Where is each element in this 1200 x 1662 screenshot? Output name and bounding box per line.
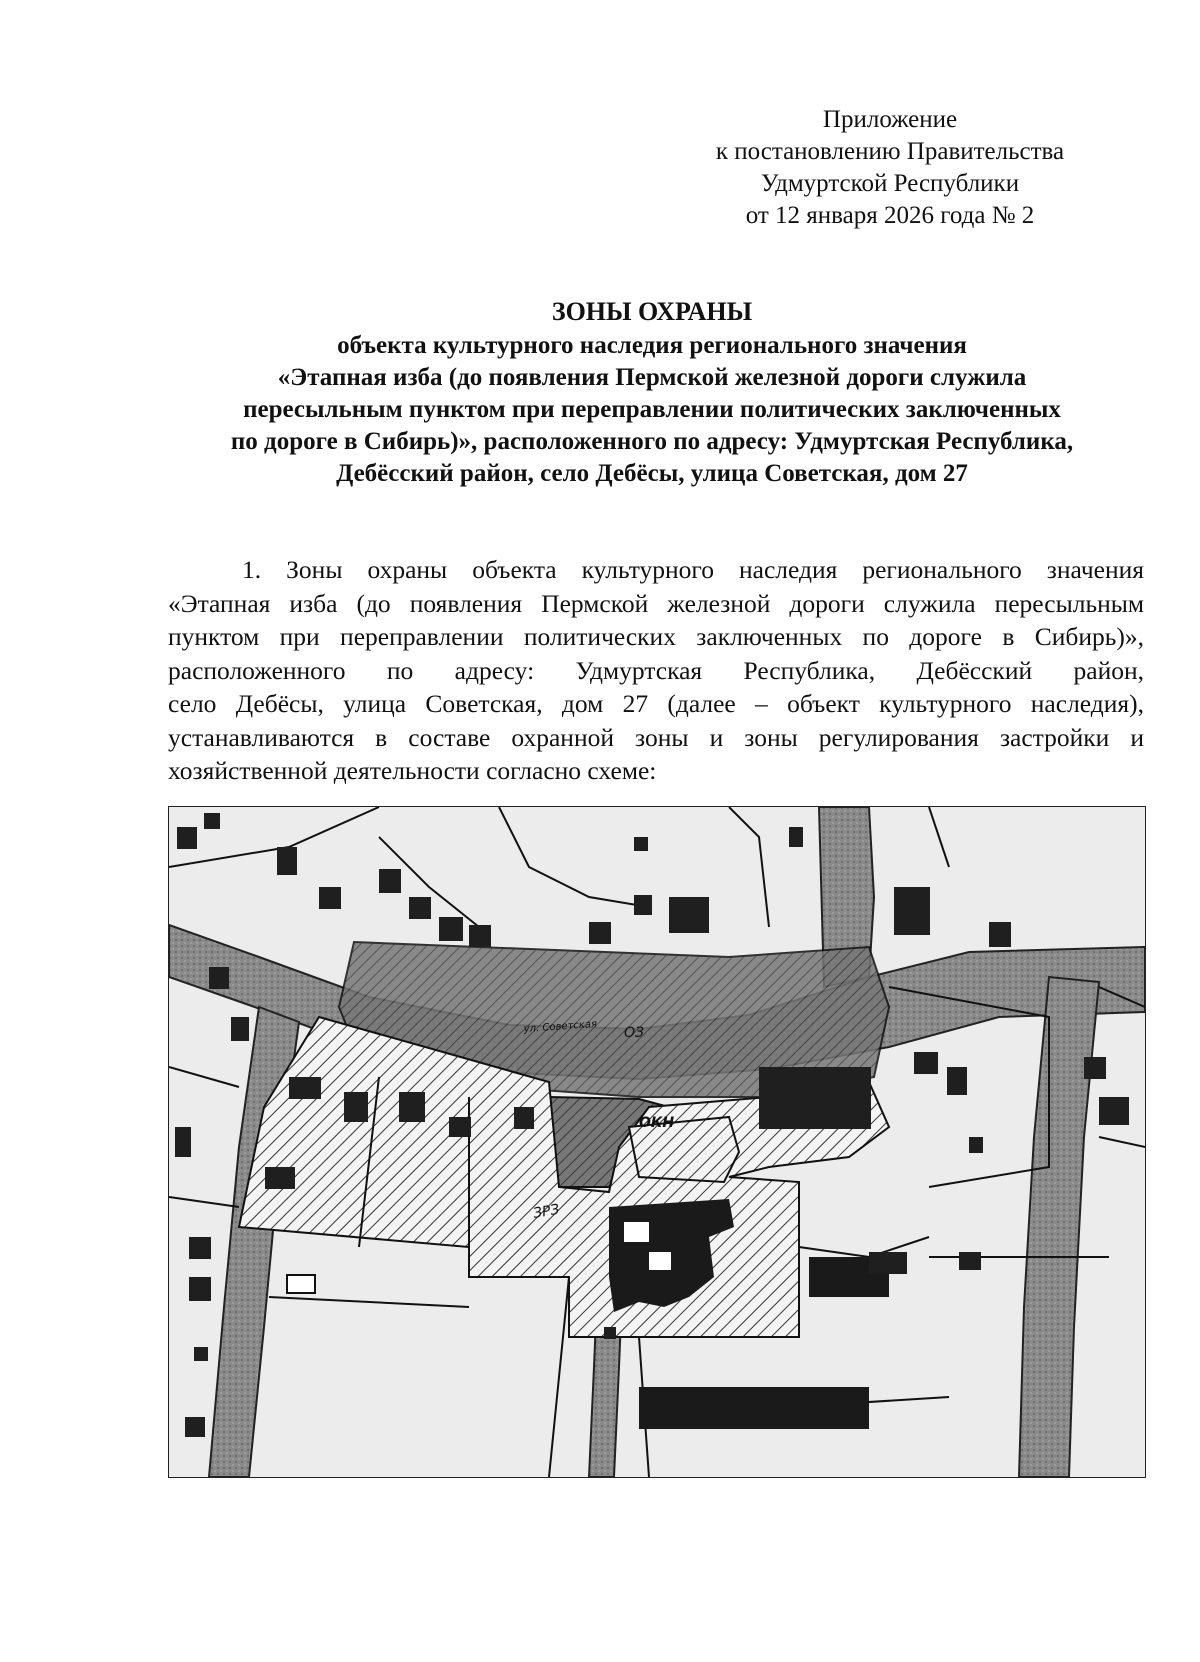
map-svg — [169, 807, 1145, 1477]
label-street: ул. Советская — [523, 1018, 598, 1035]
title-line-3: пересыльным пунктом при переправлении политических заключенных — [243, 396, 1061, 423]
approval-line-3: Удмуртской Республики — [760, 170, 1020, 197]
title-line-2: «Этапная изба (до появления Пермской железной дороги служила — [277, 364, 1027, 391]
approval-line-1: Приложение — [822, 106, 958, 133]
utility-box — [287, 1275, 315, 1293]
title-line-4: по дороге в Сибирь)», расположенного по адресу: Удмуртская Республика, — [230, 428, 1074, 455]
courtyard-2 — [649, 1252, 671, 1270]
label-okn: ОКН — [639, 1115, 675, 1131]
building-south-large — [639, 1387, 869, 1429]
title-line-5: Дебёсский район, село Дебёсы, улица Советская, дом 27 — [336, 460, 968, 487]
paragraph-line-5: село Дебёсы, улица Советская, дом 27 (далее – объект культурного наследия), — [168, 689, 1144, 718]
paragraph-line-6: устанавливаются в составе охранной зоны и зоны регулирования застройки и — [168, 722, 1144, 752]
paragraph-line-3: пунктом при переправлении политических заключенных по дороге в Сибирь)», — [168, 622, 1144, 651]
paragraph-1 — [168, 553, 1144, 788]
approval-block — [690, 104, 1090, 232]
paragraph-line-1: 1. Зоны охраны объекта культурного наследия регионального значения — [242, 555, 1144, 584]
label-zrz: ЗРЗ — [531, 1201, 561, 1222]
title-main: ЗОНЫ ОХРАНЫ — [551, 297, 753, 326]
approval-line-4: от 12 января 2026 года № 2 — [745, 202, 1035, 229]
courtyard-1 — [624, 1222, 649, 1242]
paragraph-line-4: расположенного по адресу: Удмуртская Республика, Дебёсский район, — [168, 655, 1144, 685]
title-line-1: объекта культурного наследия регионального значения — [337, 332, 967, 359]
approval-line-2: к постановлению Правительства — [715, 138, 1065, 165]
paragraph-line-2: «Этапная изба (до появления Пермской железной дороги служила пересыльным — [168, 588, 1144, 618]
zones-scheme-map — [168, 806, 1146, 1478]
document-title — [160, 296, 1144, 490]
paragraph-line-7: хозяйственной деятельности согласно схеме: — [168, 756, 657, 785]
label-oz: ОЗ — [624, 1025, 644, 1041]
